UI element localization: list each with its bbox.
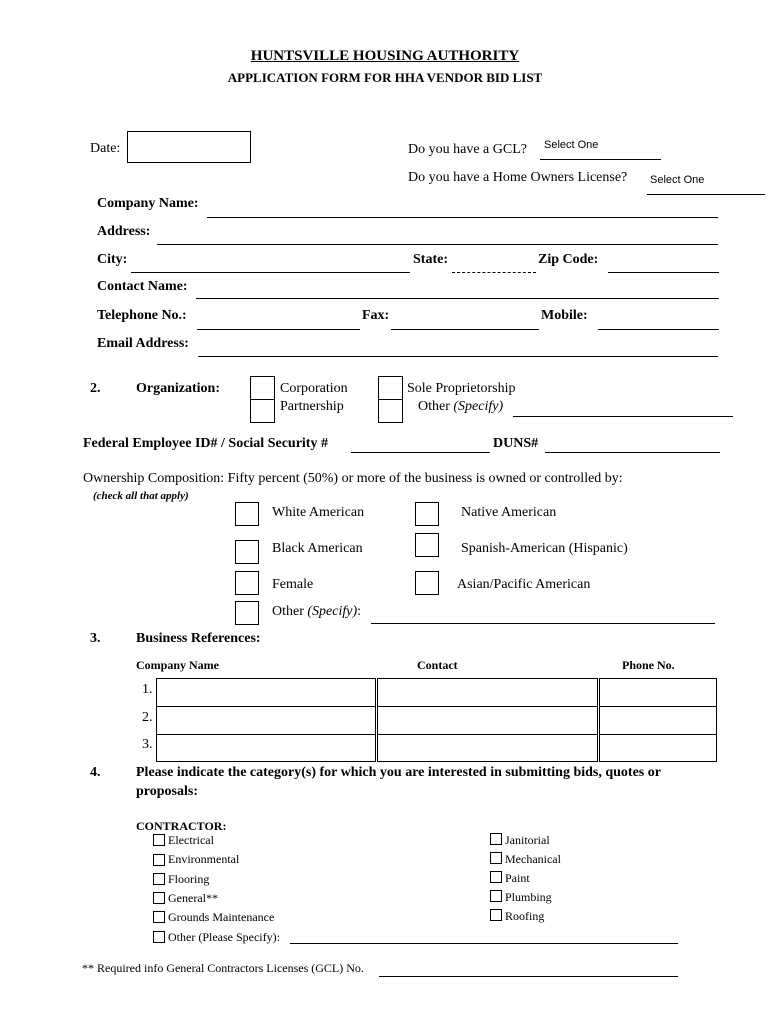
section-3-number: 3. (90, 631, 101, 646)
fax-field[interactable] (391, 329, 539, 330)
category-other-checkbox[interactable] (153, 931, 165, 943)
black-american-label: Black American (272, 541, 363, 556)
ownership-other-text: Other (272, 604, 308, 619)
corporation-checkbox[interactable] (250, 376, 275, 400)
spanish-american-label: Spanish-American (Hispanic) (461, 541, 628, 556)
org-title: HUNTSVILLE HOUSING AUTHORITY (250, 48, 520, 64)
asian-pacific-label: Asian/Pacific American (457, 577, 591, 592)
female-checkbox[interactable] (235, 571, 259, 595)
ref-row-2-number: 2. (142, 710, 153, 725)
environmental-checkbox[interactable] (153, 854, 165, 866)
org-other-text: Other (418, 399, 454, 414)
date-label: Date: (90, 141, 121, 156)
ref-1-contact[interactable] (377, 678, 598, 707)
duns-field[interactable] (545, 452, 720, 453)
gcl-number-field[interactable] (379, 976, 678, 977)
mechanical-label: Mechanical (505, 852, 561, 866)
company-name-label: Company Name: (97, 196, 199, 211)
state-field[interactable] (452, 272, 536, 273)
ref-row-1-number: 1. (142, 682, 153, 697)
category-question-line1: Please indicate the category(s) for which you are interested in submitting bids, quotes or (136, 765, 661, 780)
roofing-checkbox[interactable] (490, 909, 502, 921)
home-owners-select[interactable]: Select One (650, 174, 705, 186)
ref-2-phone[interactable] (599, 706, 717, 735)
ref-3-company[interactable] (156, 734, 376, 762)
roofing-label: Roofing (505, 909, 545, 923)
ref-1-company[interactable] (156, 678, 376, 707)
corporation-label: Corporation (280, 381, 348, 396)
date-input[interactable] (127, 131, 251, 163)
janitorial-label: Janitorial (505, 833, 550, 847)
company-name-field[interactable] (207, 217, 718, 218)
sole-proprietorship-label: Sole Proprietorship (407, 381, 516, 396)
city-label: City: (97, 252, 128, 267)
ref-3-contact[interactable] (377, 734, 598, 762)
general-label: General** (168, 891, 218, 905)
plumbing-label: Plumbing (505, 890, 552, 904)
paint-checkbox[interactable] (490, 871, 502, 883)
black-american-checkbox[interactable] (235, 540, 259, 564)
ref-2-contact[interactable] (377, 706, 598, 735)
zip-field[interactable] (608, 272, 719, 273)
mobile-field[interactable] (598, 329, 719, 330)
ownership-other-label (272, 604, 361, 620)
ownership-other-specify: (Specify) (307, 604, 358, 619)
environmental-label: Environmental (168, 852, 240, 866)
ref-row-3-number: 3. (142, 737, 153, 752)
col-phone: Phone No. (622, 658, 675, 672)
plumbing-checkbox[interactable] (490, 890, 502, 902)
form-title: APPLICATION FORM FOR HHA VENDOR BID LIST (227, 70, 543, 85)
ownership-other-field[interactable] (371, 623, 715, 624)
org-other-label (418, 399, 503, 415)
janitorial-checkbox[interactable] (490, 833, 502, 845)
mechanical-checkbox[interactable] (490, 852, 502, 864)
ownership-statement: Ownership Composition: Fifty percent (50%) or more of the business is owned or controlled by: (83, 471, 623, 486)
gcl-select-underline (540, 159, 661, 160)
org-other-checkbox[interactable] (378, 399, 403, 423)
grounds-maintenance-label: Grounds Maintenance (168, 910, 275, 924)
electrical-label: Electrical (168, 833, 214, 847)
electrical-checkbox[interactable] (153, 834, 165, 846)
address-field[interactable] (157, 244, 718, 245)
contact-name-label: Contact Name: (97, 279, 188, 294)
section-2-number: 2. (90, 381, 101, 396)
ownership-other-colon: : (357, 604, 362, 619)
female-label: Female (272, 577, 314, 592)
ownership-hint: (check all that apply) (93, 490, 189, 502)
category-other-label: Other (Please Specify): (168, 930, 280, 944)
duns-label: DUNS# (493, 436, 539, 451)
category-question-line2: proposals: (136, 784, 198, 799)
ref-2-company[interactable] (156, 706, 376, 735)
fein-field[interactable] (351, 452, 490, 453)
white-american-label: White American (272, 505, 365, 520)
address-label: Address: (97, 224, 151, 239)
gcl-question: Do you have a GCL? (408, 142, 527, 157)
partnership-checkbox[interactable] (250, 399, 275, 423)
white-american-checkbox[interactable] (235, 502, 259, 526)
section-4-number: 4. (90, 765, 101, 780)
category-other-field[interactable] (290, 943, 678, 944)
email-label: Email Address: (97, 336, 189, 351)
mobile-label: Mobile: (541, 308, 588, 323)
spanish-american-checkbox[interactable] (415, 533, 439, 557)
org-other-field[interactable] (513, 416, 733, 417)
contractor-label: CONTRACTOR: (136, 819, 227, 833)
col-company-name: Company Name (136, 658, 219, 672)
ref-3-phone[interactable] (599, 734, 717, 762)
zip-label: Zip Code: (538, 252, 599, 267)
gcl-note-label: ** Required info General Contractors Licenses (GCL) No. (82, 961, 364, 975)
org-other-specify: (Specify) (453, 399, 504, 414)
grounds-maintenance-checkbox[interactable] (153, 911, 165, 923)
fax-label: Fax: (362, 308, 390, 323)
telephone-label: Telephone No.: (97, 308, 187, 323)
email-field[interactable] (198, 356, 718, 357)
asian-pacific-checkbox[interactable] (415, 571, 439, 595)
native-american-label: Native American (461, 505, 557, 520)
organization-label: Organization: (136, 381, 220, 396)
native-american-checkbox[interactable] (415, 502, 439, 526)
paint-label: Paint (505, 871, 530, 885)
telephone-field[interactable] (197, 329, 360, 330)
home-owners-question: Do you have a Home Owners License? (408, 170, 628, 185)
contact-name-field[interactable] (196, 298, 719, 299)
city-field[interactable] (131, 272, 410, 273)
ref-1-phone[interactable] (599, 678, 717, 707)
flooring-checkbox[interactable] (153, 873, 165, 885)
flooring-label: Flooring (168, 872, 210, 886)
fein-label: Federal Employee ID# / Social Security # (83, 436, 328, 451)
sole-proprietorship-checkbox[interactable] (378, 376, 403, 400)
gcl-select[interactable]: Select One (544, 139, 599, 151)
home-owners-underline (647, 194, 765, 195)
ownership-other-checkbox[interactable] (235, 601, 259, 625)
general-checkbox[interactable] (153, 892, 165, 904)
partnership-label: Partnership (280, 399, 344, 414)
state-label: State: (413, 252, 448, 267)
col-contact: Contact (417, 658, 458, 672)
business-references-title: Business References: (136, 631, 261, 646)
